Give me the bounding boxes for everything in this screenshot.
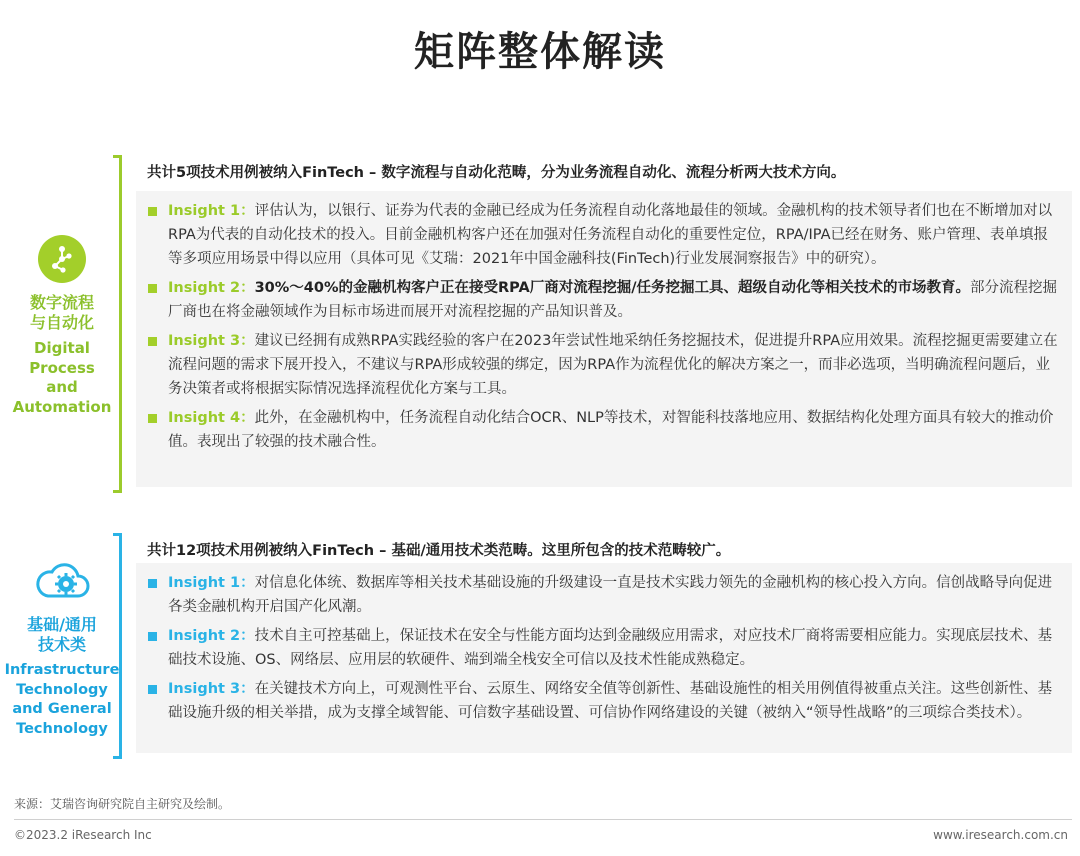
insights-panel <box>136 563 1072 753</box>
section-side-label <box>0 235 124 417</box>
section-label-cn <box>0 293 124 333</box>
label-en-line: and <box>46 378 78 396</box>
copyright: ©2023.2 iResearch Inc <box>14 828 152 842</box>
bullet-square <box>148 632 157 641</box>
insight-text: 部分流程挖掘厂商也在将金融领域作为目标市场进而展开对流程挖掘的产品知识普及。 <box>168 280 1057 320</box>
section-infrastructure <box>0 533 1080 761</box>
label-en-line: Process <box>29 358 95 377</box>
insight-label: Insight 1： <box>168 575 255 591</box>
insight-text: 评估认为，以银行、证券为代表的金融已经成为任务流程自动化落地最佳的领域。金融机构的技术领导者们也在不断增加对以RPA为代表的自动化技术的投入。目前金融机构客户还在加强对任务流程自动化的重要性定位，RPA/IPA已经在财务、账户管理、表单填报等多项应用场景中得以应用（具体可见《艾瑞：2021年中国金融科技(FinTech)行业发展洞察报告》中的研究）。 <box>168 203 1053 267</box>
label-en-line: Technology <box>16 720 108 737</box>
label-en-line: Automation <box>12 397 112 416</box>
insight-item <box>148 571 1060 619</box>
section-label-en <box>0 339 124 417</box>
label-en-line: Infrastructure <box>4 662 120 678</box>
insight-item <box>148 199 1060 271</box>
insight-label: Insight 3： <box>168 681 255 697</box>
insight-text: 在关键技术方向上，可观测性平台、云原生、网络安全值等创新性、基础设施性的相关用例值得被重点关注。这些创新性、基础设施升级的相关举措，成为支撑全域智能、可信数字基础设置、可信协作网络建设的关键（被纳入“领导性战略”的三项综合类技术）。 <box>168 681 1053 721</box>
bullet-square <box>148 207 157 216</box>
section-digital-process <box>0 155 1080 495</box>
insight-label: Insight 1： <box>168 203 255 219</box>
label-en-line: Technology <box>16 681 108 698</box>
insight-text: 建议已经拥有成熟RPA实践经验的客户在2023年尝试性地采纳任务挖掘技术，促进提升RPA应用效果。流程挖掘更需要建立在流程问题的需求下展开投入，不建议与RPA形成较强的绑定，因为RPA作为流程优化的解决方案之一，而非必选项，当明确流程问题后，业务决策者或将根据实际情况选择流程优化方案与工具。 <box>168 333 1058 397</box>
insight-label: Insight 4： <box>168 410 255 426</box>
section-label-cn <box>0 615 124 655</box>
page-title: 矩阵整体解读 <box>414 29 666 75</box>
section-side-label <box>0 555 124 739</box>
label-en-line: and General <box>12 701 112 717</box>
website-link[interactable]: www.iresearch.com.cn <box>933 828 1068 842</box>
bullet-square <box>148 284 157 293</box>
bullet-square <box>148 337 157 346</box>
insight-label: Insight 2： <box>168 280 255 296</box>
bullet-square <box>148 414 157 423</box>
section-headline: 共计5项技术用例被纳入FinTech – 数字流程与自动化范畴，分为业务流程自动化、流程分析两大技术方向。 <box>147 165 846 181</box>
label-cn-line: 基础/通用 <box>27 615 97 634</box>
insights-panel <box>136 191 1072 487</box>
insight-item <box>148 276 1060 324</box>
insight-bold-text: 30%～40%的金融机构客户正在接受RPA厂商对流程挖掘/任务挖掘工具、超级自动化等相关技术的市场教育。 <box>254 280 970 296</box>
source-note: 来源：艾瑞咨询研究院自主研究及绘制。 <box>14 797 231 811</box>
label-cn-line: 与自动化 <box>29 313 94 332</box>
bullet-square <box>148 579 157 588</box>
bullet-square <box>148 685 157 694</box>
insight-text: 技术自主可控基础上，保证技术在安全与性能方面均达到金融级应用需求，对应技术厂商将需要相应能力。实现底层技术、基础技术设施、OS、网络层、应用层的软硬件、端到端全栈安全可信以及技术性能成熟稳定。 <box>168 628 1053 668</box>
insight-label: Insight 2： <box>168 628 255 644</box>
label-cn-line: 数字流程 <box>29 293 94 312</box>
insight-text: 对信息化体统、数据库等相关技术基础设施的升级建设一直是技术实践力领先的金融机构的核心投入方向。信创战略导向促进各类金融机构开启国产化风潮。 <box>168 575 1053 615</box>
insight-label: Insight 3： <box>168 333 255 349</box>
footer-divider <box>14 819 1072 820</box>
insight-text: 此外，在金融机构中，任务流程自动化结合OCR、NLP等技术，对智能科技落地应用、数据结构化处理方面具有较大的推动价值。表现出了较强的技术融合性。 <box>168 410 1054 450</box>
insight-item <box>148 406 1060 454</box>
section-label-en <box>0 661 124 739</box>
network-nodes-icon <box>38 235 86 283</box>
label-cn-line: 技术类 <box>37 635 86 654</box>
insight-item <box>148 329 1060 401</box>
cloud-gear-icon <box>32 555 92 605</box>
insight-item <box>148 624 1060 672</box>
section-headline: 共计12项技术用例被纳入FinTech – 基础/通用技术类范畴。这里所包含的技术范畴较广。 <box>147 543 731 559</box>
label-en-line: Digital <box>34 339 90 357</box>
insight-item <box>148 677 1060 725</box>
